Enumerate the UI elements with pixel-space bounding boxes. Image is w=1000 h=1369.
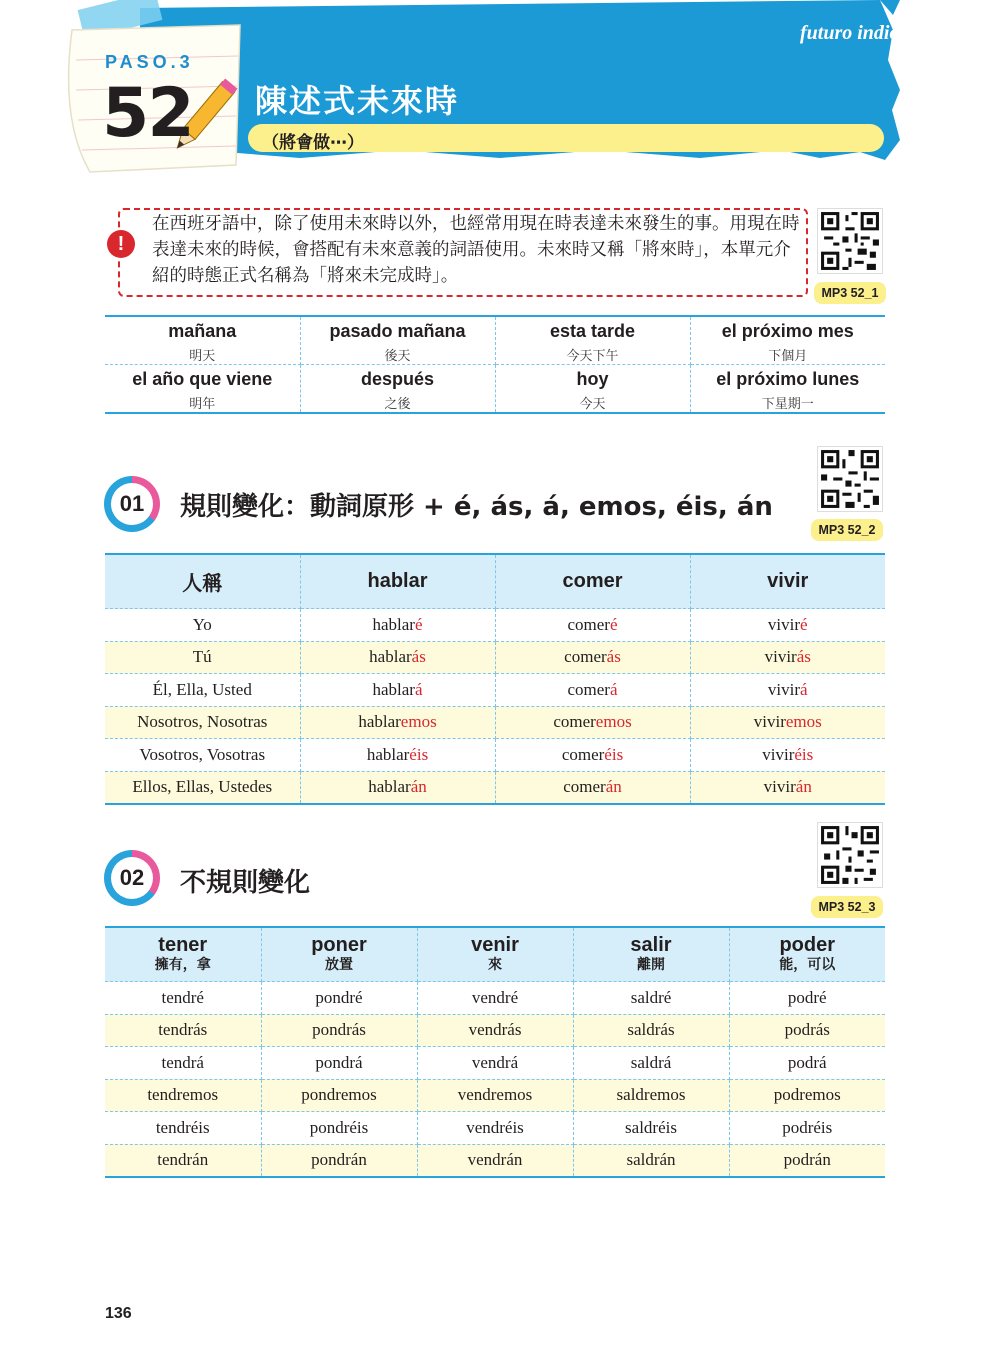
table-header-row	[105, 927, 885, 982]
vocab-spanish: el próximo mes	[721, 321, 854, 341]
conjugation-cell	[690, 739, 885, 772]
vocab-chinese: 下個月	[768, 349, 808, 364]
section-number: 01	[111, 483, 153, 525]
verb-ending: éis	[794, 744, 814, 764]
table-row	[105, 771, 885, 804]
vocab-cell	[300, 365, 495, 414]
column-header	[729, 927, 885, 982]
section-title: 規則變化：動詞原形 + é, ás, á, emos, éis, án	[180, 492, 773, 522]
conjugation-cell: podrán	[729, 1144, 885, 1177]
vocab-spanish: el año que viene	[132, 369, 273, 389]
conjugation-cell: tendrá	[105, 1047, 261, 1080]
verb-stem: hablar	[366, 744, 410, 764]
conjugation-cell: pondréis	[261, 1112, 417, 1145]
verb-ending: á	[800, 679, 808, 699]
conjugation-cell	[495, 674, 690, 707]
verb-meaning: 擁有，拿	[154, 956, 211, 973]
table-row	[105, 641, 885, 674]
page-number: 136	[105, 1305, 132, 1322]
time-expressions-table	[105, 315, 885, 414]
verb-ending: éis	[604, 744, 624, 764]
vocab-spanish: pasado mañana	[329, 321, 466, 341]
vocab-cell	[105, 365, 300, 414]
conjugation-cell: saldremos	[573, 1079, 729, 1112]
conjugation-cell: tendremos	[105, 1079, 261, 1112]
conjugation-cell: saldréis	[573, 1112, 729, 1145]
vocab-chinese: 下星期一	[761, 397, 814, 412]
conjugation-cell	[300, 674, 495, 707]
vocab-chinese: 明天	[189, 349, 216, 364]
vocab-spanish: esta tarde	[549, 321, 636, 341]
verb-stem: hablar	[372, 614, 415, 634]
vocab-spanish: después	[360, 369, 435, 389]
column-header	[105, 927, 261, 982]
conjugation-cell: vendré	[417, 982, 573, 1015]
conjugation-cell: saldrán	[573, 1144, 729, 1177]
conjugation-cell	[300, 771, 495, 804]
qr-code-icon[interactable]	[817, 446, 883, 512]
section-number: 02	[111, 857, 153, 899]
column-header: comer	[495, 554, 690, 609]
vocab-chinese: 今天下午	[566, 349, 619, 364]
column-header	[573, 927, 729, 982]
table-row	[105, 739, 885, 772]
verb-ending: é	[609, 614, 618, 634]
table-row	[105, 365, 885, 414]
conjugation-cell: pondrás	[261, 1014, 417, 1047]
vocab-chinese: 明年	[189, 397, 216, 412]
conjugation-cell	[300, 641, 495, 674]
verb-stem: comer	[561, 744, 605, 764]
conjugation-cell	[690, 771, 885, 804]
verb-stem: comer	[563, 777, 606, 797]
column-header: 人稱	[105, 554, 300, 609]
column-header	[417, 927, 573, 982]
verb-ending: ás	[796, 647, 811, 667]
lesson-name: futuro indicativo	[800, 22, 939, 44]
regular-conjugation-table	[105, 553, 885, 805]
vocab-spanish: hoy	[576, 369, 609, 389]
verb-stem: hablar	[372, 679, 415, 699]
vocab-chinese: 後天	[384, 349, 411, 364]
table-row	[105, 316, 885, 365]
vocab-cell	[300, 316, 495, 365]
verb-meaning: 放置	[325, 956, 353, 973]
audio-track-label[interactable]: MP3 52_3	[811, 896, 883, 918]
column-header: vivir	[690, 554, 885, 609]
verb-ending: emos	[785, 712, 822, 732]
verb-stem: comer	[567, 679, 610, 699]
conjugation-cell: tendré	[105, 982, 261, 1015]
person-cell: Yo	[105, 609, 300, 642]
conjugation-cell	[690, 609, 885, 642]
conjugation-cell: saldrá	[573, 1047, 729, 1080]
verb-stem: vivir	[762, 744, 795, 764]
conjugation-cell: pondremos	[261, 1079, 417, 1112]
audio-track-label[interactable]: MP3 52_2	[811, 519, 883, 541]
vocab-chinese: 今天	[579, 397, 606, 412]
conjugation-cell: vendremos	[417, 1079, 573, 1112]
conjugation-cell: vendréis	[417, 1112, 573, 1145]
verb-stem: vivir	[767, 614, 801, 634]
conjugation-cell	[300, 739, 495, 772]
lesson-number: 52	[102, 74, 193, 153]
vocab-chinese: 之後	[384, 397, 411, 412]
verb-stem: hablar	[358, 712, 401, 732]
person-cell: Ellos, Ellas, Ustedes	[105, 771, 300, 804]
conjugation-cell: podrá	[729, 1047, 885, 1080]
verb-ending: é	[414, 614, 423, 634]
conjugation-cell	[495, 706, 690, 739]
verb-ending: á	[609, 679, 618, 699]
conjugation-cell	[300, 609, 495, 642]
verb-meaning: 離開	[637, 956, 665, 973]
qr-code-icon[interactable]	[817, 208, 883, 274]
vocab-cell	[690, 316, 885, 365]
conjugation-cell: vendrás	[417, 1014, 573, 1047]
section-number-badge	[104, 850, 160, 906]
conjugation-cell	[495, 739, 690, 772]
conjugation-cell: tendréis	[105, 1112, 261, 1145]
conjugation-cell: saldrás	[573, 1014, 729, 1047]
conjugation-cell: pondré	[261, 982, 417, 1015]
paso-label: PASO.3	[105, 52, 194, 72]
conjugation-cell: podréis	[729, 1112, 885, 1145]
note-text: 在西班牙語中，除了使用未來時以外，也經常用現在時表達未來發生的事。用現在時表達未來的時候，會搭配有未來意義的詞語使用。未來時又稱「將來時」，本單元介紹的時態正式名稱為「將來未完成時」。	[152, 214, 800, 286]
verb-infinitive: poder	[779, 933, 836, 956]
column-header	[261, 927, 417, 982]
section-number-badge	[104, 476, 160, 532]
table-row	[105, 982, 885, 1015]
vocab-cell	[495, 365, 690, 414]
conjugation-cell: pondrá	[261, 1047, 417, 1080]
conjugation-cell: saldré	[573, 982, 729, 1015]
conjugation-cell: tendrás	[105, 1014, 261, 1047]
verb-stem: comer	[567, 614, 610, 634]
verb-ending: é	[800, 614, 808, 634]
conjugation-cell: pondrán	[261, 1144, 417, 1177]
page-subtitle: （將會做⋯）	[262, 133, 364, 153]
verb-meaning: 能，可以	[779, 956, 836, 973]
table-row	[105, 609, 885, 642]
verb-stem: vivir	[753, 712, 786, 732]
irregular-conjugation-table	[105, 926, 885, 1178]
verb-ending: ás	[606, 647, 621, 667]
table-row	[105, 1144, 885, 1177]
verb-ending: emos	[400, 712, 437, 732]
conjugation-cell: podremos	[729, 1079, 885, 1112]
conjugation-cell	[300, 706, 495, 739]
conjugation-cell	[690, 641, 885, 674]
verb-stem: hablar	[369, 647, 412, 667]
vocab-cell	[495, 316, 690, 365]
verb-ending: éis	[409, 744, 429, 764]
column-header: hablar	[300, 554, 495, 609]
conjugation-cell: tendrán	[105, 1144, 261, 1177]
person-cell: Tú	[105, 641, 300, 674]
verb-meaning: 來	[488, 956, 502, 973]
verb-ending: á	[414, 679, 423, 699]
conjugation-cell	[495, 609, 690, 642]
vocab-spanish: el próximo lunes	[716, 369, 860, 389]
audio-track-label[interactable]: MP3 52_1	[814, 282, 886, 304]
verb-stem: vivir	[767, 679, 801, 699]
verb-stem: hablar	[368, 777, 411, 797]
verb-stem: vivir	[764, 647, 797, 667]
person-cell: Él, Ella, Usted	[105, 674, 300, 707]
table-row	[105, 1014, 885, 1047]
verb-ending: án	[795, 777, 812, 797]
table-row	[105, 706, 885, 739]
conjugation-cell: podré	[729, 982, 885, 1015]
table-row	[105, 1112, 885, 1145]
verb-infinitive: venir	[471, 933, 519, 956]
table-row	[105, 1079, 885, 1112]
person-cell: Nosotros, Nosotras	[105, 706, 300, 739]
person-cell: Vosotros, Vosotras	[105, 739, 300, 772]
conjugation-cell: podrás	[729, 1014, 885, 1047]
vocab-spanish: mañana	[168, 321, 237, 341]
verb-infinitive: salir	[630, 933, 672, 956]
conjugation-cell	[495, 771, 690, 804]
table-header-row	[105, 554, 885, 609]
conjugation-cell	[495, 641, 690, 674]
qr-code-icon[interactable]	[817, 822, 883, 888]
verb-stem: comer	[553, 712, 596, 732]
table-row	[105, 674, 885, 707]
vocab-cell	[690, 365, 885, 414]
conjugation-cell	[690, 674, 885, 707]
exclamation-icon: !	[107, 230, 135, 258]
conjugation-cell	[690, 706, 885, 739]
conjugation-cell: vendrá	[417, 1047, 573, 1080]
vocab-cell	[105, 316, 300, 365]
verb-ending: emos	[595, 712, 632, 732]
verb-infinitive: poner	[311, 933, 367, 956]
table-row	[105, 1047, 885, 1080]
verb-ending: ás	[411, 647, 426, 667]
verb-infinitive: tener	[158, 933, 208, 956]
verb-ending: án	[605, 777, 622, 797]
verb-stem: vivir	[763, 777, 796, 797]
page-title: 陳述式未來時	[255, 82, 460, 120]
conjugation-cell: vendrán	[417, 1144, 573, 1177]
section-title: 不規則變化	[180, 868, 311, 898]
verb-stem: comer	[564, 647, 607, 667]
verb-ending: án	[410, 777, 427, 797]
